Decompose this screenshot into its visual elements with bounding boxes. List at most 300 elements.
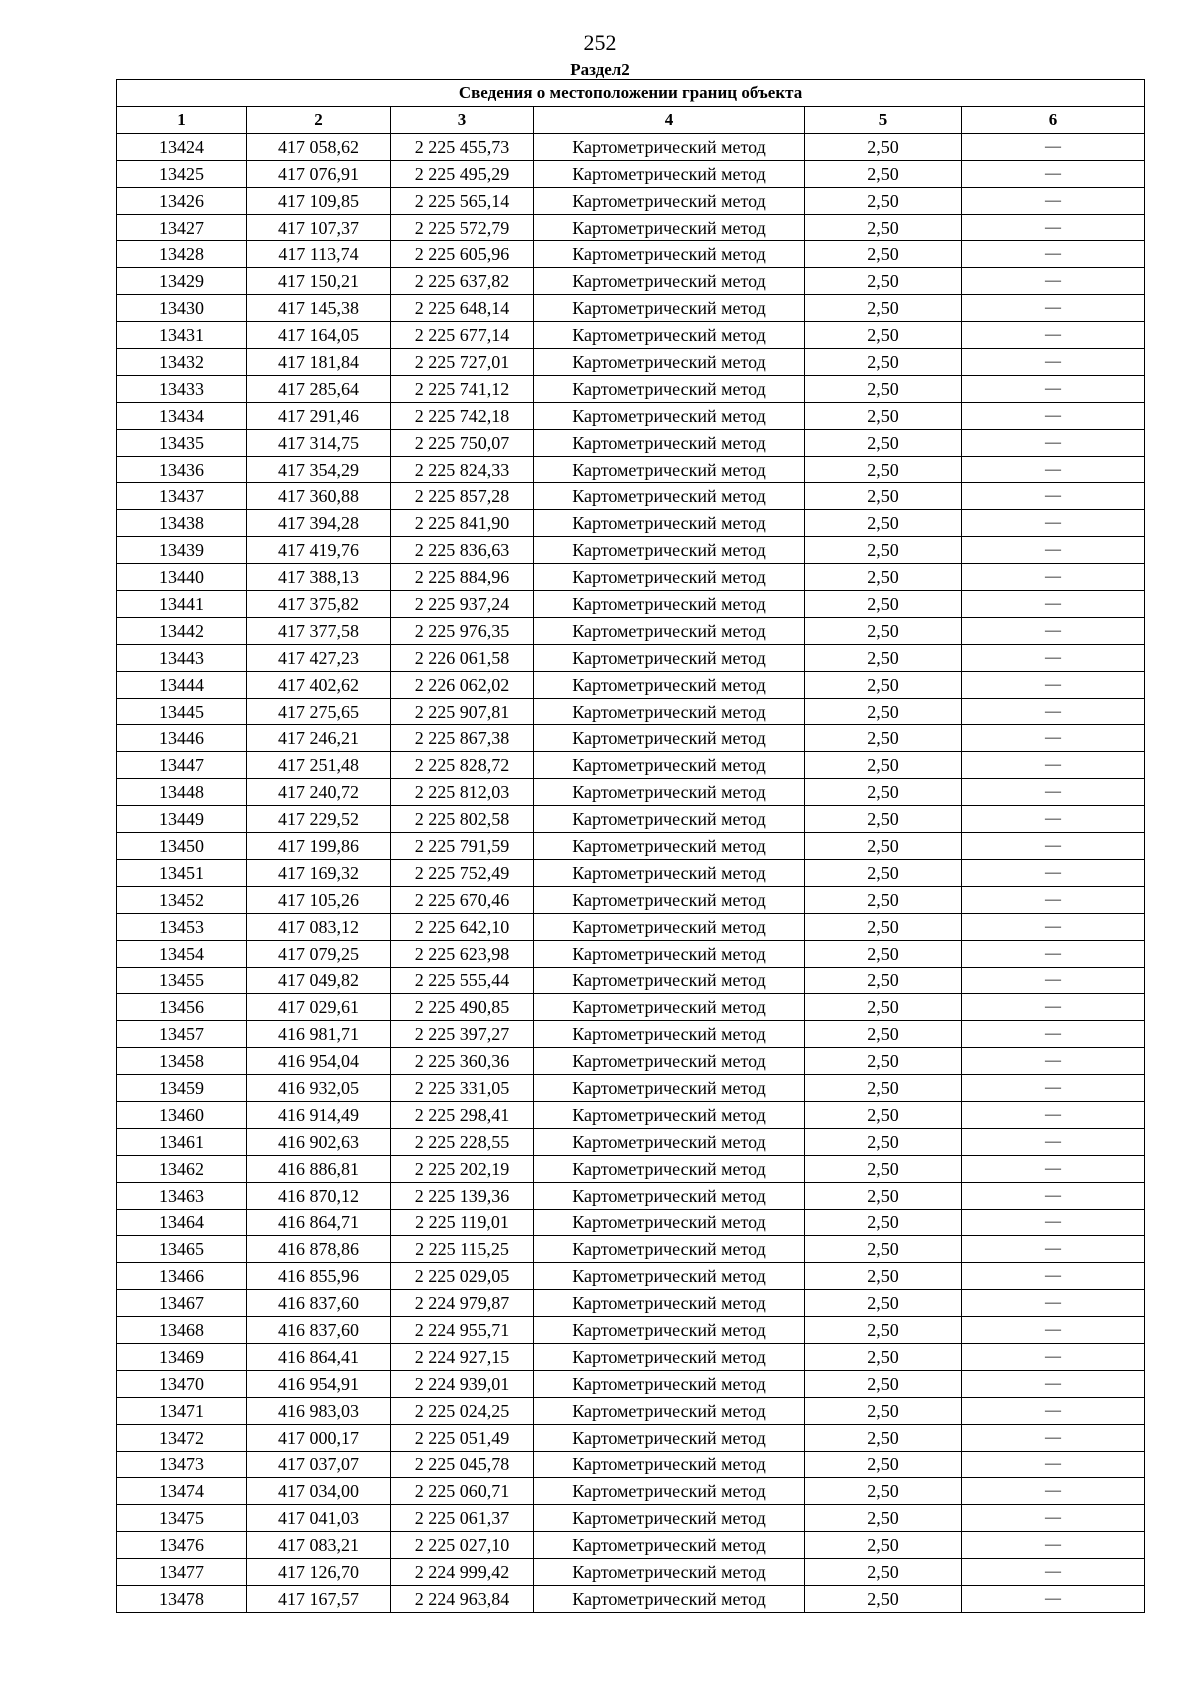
accuracy-cell: 2,50 <box>805 1370 962 1397</box>
accuracy-cell: 2,50 <box>805 886 962 913</box>
x-coordinate-cell: 417 150,21 <box>247 268 391 295</box>
column-header: 2 <box>247 107 391 134</box>
y-coordinate-cell: 2 225 867,38 <box>391 725 534 752</box>
accuracy-cell: 2,50 <box>805 1236 962 1263</box>
column-header: 4 <box>534 107 805 134</box>
accuracy-cell: 2,50 <box>805 940 962 967</box>
point-number-cell: 13466 <box>117 1263 247 1290</box>
coordinates-table <box>116 79 1145 1613</box>
description-cell: — <box>962 833 1145 860</box>
y-coordinate-cell: 2 225 119,01 <box>391 1209 534 1236</box>
method-cell: Картометрический метод <box>534 1317 805 1344</box>
y-coordinate-cell: 2 225 677,14 <box>391 322 534 349</box>
description-cell: — <box>962 295 1145 322</box>
x-coordinate-cell: 417 388,13 <box>247 564 391 591</box>
x-coordinate-cell: 417 034,00 <box>247 1478 391 1505</box>
y-coordinate-cell: 2 225 741,12 <box>391 375 534 402</box>
description-cell: — <box>962 644 1145 671</box>
method-cell: Картометрический метод <box>534 591 805 618</box>
accuracy-cell: 2,50 <box>805 564 962 591</box>
x-coordinate-cell: 417 402,62 <box>247 671 391 698</box>
accuracy-cell: 2,50 <box>805 1532 962 1559</box>
method-cell: Картометрический метод <box>534 967 805 994</box>
description-cell: — <box>962 241 1145 268</box>
point-number-cell: 13433 <box>117 375 247 402</box>
description-cell: — <box>962 779 1145 806</box>
accuracy-cell: 2,50 <box>805 1075 962 1102</box>
accuracy-cell: 2,50 <box>805 510 962 537</box>
x-coordinate-cell: 416 837,60 <box>247 1290 391 1317</box>
table-row <box>117 886 1145 913</box>
x-coordinate-cell: 416 914,49 <box>247 1101 391 1128</box>
y-coordinate-cell: 2 225 115,25 <box>391 1236 534 1263</box>
x-coordinate-cell: 417 377,58 <box>247 617 391 644</box>
description-cell: — <box>962 429 1145 456</box>
point-number-cell: 13449 <box>117 806 247 833</box>
description-cell: — <box>962 1290 1145 1317</box>
y-coordinate-cell: 2 224 963,84 <box>391 1585 534 1612</box>
method-cell: Картометрический метод <box>534 1263 805 1290</box>
y-coordinate-cell: 2 225 637,82 <box>391 268 534 295</box>
method-cell: Картометрический метод <box>534 1343 805 1370</box>
point-number-cell: 13426 <box>117 187 247 214</box>
y-coordinate-cell: 2 225 565,14 <box>391 187 534 214</box>
accuracy-cell: 2,50 <box>805 725 962 752</box>
table-row <box>117 402 1145 429</box>
point-number-cell: 13432 <box>117 349 247 376</box>
y-coordinate-cell: 2 225 824,33 <box>391 456 534 483</box>
method-cell: Картометрический метод <box>534 1397 805 1424</box>
table-row <box>117 1155 1145 1182</box>
description-cell: — <box>962 698 1145 725</box>
description-cell: — <box>962 1397 1145 1424</box>
table-row <box>117 375 1145 402</box>
accuracy-cell: 2,50 <box>805 1478 962 1505</box>
x-coordinate-cell: 417 199,86 <box>247 833 391 860</box>
point-number-cell: 13478 <box>117 1585 247 1612</box>
point-number-cell: 13424 <box>117 133 247 160</box>
description-cell: — <box>962 1236 1145 1263</box>
method-cell: Картометрический метод <box>534 1236 805 1263</box>
column-header: 3 <box>391 107 534 134</box>
method-cell: Картометрический метод <box>534 725 805 752</box>
x-coordinate-cell: 417 360,88 <box>247 483 391 510</box>
accuracy-cell: 2,50 <box>805 1397 962 1424</box>
point-number-cell: 13477 <box>117 1559 247 1586</box>
point-number-cell: 13446 <box>117 725 247 752</box>
accuracy-cell: 2,50 <box>805 1128 962 1155</box>
x-coordinate-cell: 417 076,91 <box>247 160 391 187</box>
accuracy-cell: 2,50 <box>805 187 962 214</box>
table-row <box>117 1532 1145 1559</box>
table-row <box>117 429 1145 456</box>
method-cell: Картометрический метод <box>534 1424 805 1451</box>
point-number-cell: 13464 <box>117 1209 247 1236</box>
y-coordinate-cell: 2 225 907,81 <box>391 698 534 725</box>
description-cell: — <box>962 1559 1145 1586</box>
description-cell: — <box>962 1585 1145 1612</box>
y-coordinate-cell: 2 225 742,18 <box>391 402 534 429</box>
point-number-cell: 13469 <box>117 1343 247 1370</box>
table-body <box>117 133 1145 1612</box>
accuracy-cell: 2,50 <box>805 779 962 806</box>
table-row <box>117 967 1145 994</box>
method-cell: Картометрический метод <box>534 1370 805 1397</box>
description-cell: — <box>962 913 1145 940</box>
accuracy-cell: 2,50 <box>805 617 962 644</box>
point-number-cell: 13460 <box>117 1101 247 1128</box>
description-cell: — <box>962 537 1145 564</box>
x-coordinate-cell: 417 126,70 <box>247 1559 391 1586</box>
table-row <box>117 671 1145 698</box>
method-cell: Картометрический метод <box>534 537 805 564</box>
point-number-cell: 13467 <box>117 1290 247 1317</box>
description-cell: — <box>962 1424 1145 1451</box>
table-row <box>117 806 1145 833</box>
point-number-cell: 13474 <box>117 1478 247 1505</box>
y-coordinate-cell: 2 225 060,71 <box>391 1478 534 1505</box>
description-cell: — <box>962 510 1145 537</box>
x-coordinate-cell: 417 275,65 <box>247 698 391 725</box>
point-number-cell: 13428 <box>117 241 247 268</box>
table-row <box>117 1317 1145 1344</box>
y-coordinate-cell: 2 225 828,72 <box>391 752 534 779</box>
x-coordinate-cell: 417 314,75 <box>247 429 391 456</box>
x-coordinate-cell: 417 000,17 <box>247 1424 391 1451</box>
accuracy-cell: 2,50 <box>805 859 962 886</box>
description-cell: — <box>962 967 1145 994</box>
description-cell: — <box>962 752 1145 779</box>
y-coordinate-cell: 2 226 062,02 <box>391 671 534 698</box>
method-cell: Картометрический метод <box>534 187 805 214</box>
point-number-cell: 13475 <box>117 1505 247 1532</box>
method-cell: Картометрический метод <box>534 1290 805 1317</box>
method-cell: Картометрический метод <box>534 1532 805 1559</box>
description-cell: — <box>962 1532 1145 1559</box>
point-number-cell: 13435 <box>117 429 247 456</box>
point-number-cell: 13476 <box>117 1532 247 1559</box>
x-coordinate-cell: 416 981,71 <box>247 1021 391 1048</box>
accuracy-cell: 2,50 <box>805 1101 962 1128</box>
table-row <box>117 349 1145 376</box>
x-coordinate-cell: 417 251,48 <box>247 752 391 779</box>
point-number-cell: 13440 <box>117 564 247 591</box>
x-coordinate-cell: 417 083,21 <box>247 1532 391 1559</box>
table-row <box>117 591 1145 618</box>
description-cell: — <box>962 322 1145 349</box>
point-number-cell: 13461 <box>117 1128 247 1155</box>
y-coordinate-cell: 2 225 884,96 <box>391 564 534 591</box>
page-number: 252 <box>583 30 617 55</box>
method-cell: Картометрический метод <box>534 133 805 160</box>
point-number-cell: 13473 <box>117 1451 247 1478</box>
column-header: 6 <box>962 107 1145 134</box>
description-cell: — <box>962 591 1145 618</box>
method-cell: Картометрический метод <box>534 1075 805 1102</box>
y-coordinate-cell: 2 225 812,03 <box>391 779 534 806</box>
description-cell: — <box>962 187 1145 214</box>
point-number-cell: 13463 <box>117 1182 247 1209</box>
point-number-cell: 13439 <box>117 537 247 564</box>
description-cell: — <box>962 1343 1145 1370</box>
method-cell: Картометрический метод <box>534 564 805 591</box>
table-row <box>117 752 1145 779</box>
y-coordinate-cell: 2 225 791,59 <box>391 833 534 860</box>
y-coordinate-cell: 2 225 397,27 <box>391 1021 534 1048</box>
y-coordinate-cell: 2 225 623,98 <box>391 940 534 967</box>
description-cell: — <box>962 1128 1145 1155</box>
y-coordinate-cell: 2 225 027,10 <box>391 1532 534 1559</box>
accuracy-cell: 2,50 <box>805 241 962 268</box>
y-coordinate-cell: 2 225 555,44 <box>391 967 534 994</box>
description-cell: — <box>962 1155 1145 1182</box>
method-cell: Картометрический метод <box>534 322 805 349</box>
y-coordinate-cell: 2 225 841,90 <box>391 510 534 537</box>
accuracy-cell: 2,50 <box>805 214 962 241</box>
point-number-cell: 13450 <box>117 833 247 860</box>
point-number-cell: 13427 <box>117 214 247 241</box>
x-coordinate-cell: 417 229,52 <box>247 806 391 833</box>
x-coordinate-cell: 417 037,07 <box>247 1451 391 1478</box>
column-header: 5 <box>805 107 962 134</box>
description-cell: — <box>962 214 1145 241</box>
x-coordinate-cell: 417 169,32 <box>247 859 391 886</box>
x-coordinate-cell: 417 113,74 <box>247 241 391 268</box>
column-header: 1 <box>117 107 247 134</box>
accuracy-cell: 2,50 <box>805 1021 962 1048</box>
description-cell: — <box>962 1478 1145 1505</box>
accuracy-cell: 2,50 <box>805 1317 962 1344</box>
x-coordinate-cell: 417 291,46 <box>247 402 391 429</box>
x-coordinate-cell: 417 427,23 <box>247 644 391 671</box>
x-coordinate-cell: 417 041,03 <box>247 1505 391 1532</box>
accuracy-cell: 2,50 <box>805 644 962 671</box>
point-number-cell: 13444 <box>117 671 247 698</box>
method-cell: Картометрический метод <box>534 886 805 913</box>
point-number-cell: 13438 <box>117 510 247 537</box>
description-cell: — <box>962 1505 1145 1532</box>
point-number-cell: 13437 <box>117 483 247 510</box>
accuracy-cell: 2,50 <box>805 349 962 376</box>
accuracy-cell: 2,50 <box>805 671 962 698</box>
accuracy-cell: 2,50 <box>805 1585 962 1612</box>
point-number-cell: 13430 <box>117 295 247 322</box>
table-row <box>117 1559 1145 1586</box>
method-cell: Картометрический метод <box>534 1048 805 1075</box>
x-coordinate-cell: 417 049,82 <box>247 967 391 994</box>
table-row <box>117 241 1145 268</box>
accuracy-cell: 2,50 <box>805 1155 962 1182</box>
table-row <box>117 1236 1145 1263</box>
point-number-cell: 13472 <box>117 1424 247 1451</box>
description-cell: — <box>962 1075 1145 1102</box>
y-coordinate-cell: 2 224 955,71 <box>391 1317 534 1344</box>
method-cell: Картометрический метод <box>534 1505 805 1532</box>
x-coordinate-cell: 416 954,91 <box>247 1370 391 1397</box>
method-cell: Картометрический метод <box>534 859 805 886</box>
accuracy-cell: 2,50 <box>805 1209 962 1236</box>
method-cell: Картометрический метод <box>534 429 805 456</box>
accuracy-cell: 2,50 <box>805 375 962 402</box>
x-coordinate-cell: 416 932,05 <box>247 1075 391 1102</box>
table-row <box>117 1290 1145 1317</box>
method-cell: Картометрический метод <box>534 1021 805 1048</box>
accuracy-cell: 2,50 <box>805 1505 962 1532</box>
accuracy-cell: 2,50 <box>805 913 962 940</box>
point-number-cell: 13465 <box>117 1236 247 1263</box>
table-row <box>117 644 1145 671</box>
accuracy-cell: 2,50 <box>805 806 962 833</box>
x-coordinate-cell: 416 954,04 <box>247 1048 391 1075</box>
table-row <box>117 1478 1145 1505</box>
x-coordinate-cell: 417 375,82 <box>247 591 391 618</box>
x-coordinate-cell: 417 107,37 <box>247 214 391 241</box>
x-coordinate-cell: 417 394,28 <box>247 510 391 537</box>
accuracy-cell: 2,50 <box>805 967 962 994</box>
method-cell: Картометрический метод <box>534 644 805 671</box>
table-row <box>117 187 1145 214</box>
accuracy-cell: 2,50 <box>805 268 962 295</box>
table-row <box>117 1424 1145 1451</box>
point-number-cell: 13451 <box>117 859 247 886</box>
point-number-cell: 13441 <box>117 591 247 618</box>
table-row <box>117 133 1145 160</box>
table-row <box>117 510 1145 537</box>
y-coordinate-cell: 2 225 802,58 <box>391 806 534 833</box>
description-cell: — <box>962 133 1145 160</box>
method-cell: Картометрический метод <box>534 214 805 241</box>
accuracy-cell: 2,50 <box>805 833 962 860</box>
x-coordinate-cell: 417 145,38 <box>247 295 391 322</box>
y-coordinate-cell: 2 225 670,46 <box>391 886 534 913</box>
table-header-row <box>117 107 1145 134</box>
point-number-cell: 13434 <box>117 402 247 429</box>
x-coordinate-cell: 417 164,05 <box>247 322 391 349</box>
description-cell: — <box>962 859 1145 886</box>
table-row <box>117 1101 1145 1128</box>
x-coordinate-cell: 417 181,84 <box>247 349 391 376</box>
y-coordinate-cell: 2 225 228,55 <box>391 1128 534 1155</box>
description-cell: — <box>962 483 1145 510</box>
description-cell: — <box>962 886 1145 913</box>
method-cell: Картометрический метод <box>534 1585 805 1612</box>
accuracy-cell: 2,50 <box>805 1263 962 1290</box>
y-coordinate-cell: 2 225 976,35 <box>391 617 534 644</box>
x-coordinate-cell: 417 285,64 <box>247 375 391 402</box>
accuracy-cell: 2,50 <box>805 160 962 187</box>
description-cell: — <box>962 940 1145 967</box>
table-row <box>117 1397 1145 1424</box>
method-cell: Картометрический метод <box>534 375 805 402</box>
method-cell: Картометрический метод <box>534 1478 805 1505</box>
point-number-cell: 13459 <box>117 1075 247 1102</box>
x-coordinate-cell: 417 079,25 <box>247 940 391 967</box>
description-cell: — <box>962 1209 1145 1236</box>
x-coordinate-cell: 416 864,71 <box>247 1209 391 1236</box>
description-cell: — <box>962 1263 1145 1290</box>
point-number-cell: 13470 <box>117 1370 247 1397</box>
method-cell: Картометрический метод <box>534 806 805 833</box>
y-coordinate-cell: 2 225 642,10 <box>391 913 534 940</box>
method-cell: Картометрический метод <box>534 617 805 644</box>
accuracy-cell: 2,50 <box>805 1182 962 1209</box>
method-cell: Картометрический метод <box>534 994 805 1021</box>
table-row <box>117 1505 1145 1532</box>
y-coordinate-cell: 2 225 360,36 <box>391 1048 534 1075</box>
table-row <box>117 1128 1145 1155</box>
table-row <box>117 725 1145 752</box>
method-cell: Картометрический метод <box>534 779 805 806</box>
table-row <box>117 1075 1145 1102</box>
table-row <box>117 1263 1145 1290</box>
accuracy-cell: 2,50 <box>805 295 962 322</box>
x-coordinate-cell: 417 240,72 <box>247 779 391 806</box>
y-coordinate-cell: 2 224 939,01 <box>391 1370 534 1397</box>
method-cell: Картометрический метод <box>534 1559 805 1586</box>
method-cell: Картометрический метод <box>534 483 805 510</box>
table-row <box>117 1209 1145 1236</box>
method-cell: Картометрический метод <box>534 1128 805 1155</box>
description-cell: — <box>962 1317 1145 1344</box>
y-coordinate-cell: 2 225 605,96 <box>391 241 534 268</box>
point-number-cell: 13445 <box>117 698 247 725</box>
description-cell: — <box>962 806 1145 833</box>
x-coordinate-cell: 417 354,29 <box>247 456 391 483</box>
table-row <box>117 1343 1145 1370</box>
point-number-cell: 13425 <box>117 160 247 187</box>
accuracy-cell: 2,50 <box>805 402 962 429</box>
accuracy-cell: 2,50 <box>805 537 962 564</box>
accuracy-cell: 2,50 <box>805 1559 962 1586</box>
table-caption-row <box>117 80 1145 107</box>
point-number-cell: 13458 <box>117 1048 247 1075</box>
table-row <box>117 833 1145 860</box>
table-row <box>117 859 1145 886</box>
y-coordinate-cell: 2 225 139,36 <box>391 1182 534 1209</box>
section-title: Раздел2 <box>570 60 630 79</box>
y-coordinate-cell: 2 225 202,19 <box>391 1155 534 1182</box>
y-coordinate-cell: 2 225 857,28 <box>391 483 534 510</box>
y-coordinate-cell: 2 225 024,25 <box>391 1397 534 1424</box>
table-row <box>117 994 1145 1021</box>
table-row <box>117 913 1145 940</box>
point-number-cell: 13454 <box>117 940 247 967</box>
y-coordinate-cell: 2 225 051,49 <box>391 1424 534 1451</box>
x-coordinate-cell: 417 246,21 <box>247 725 391 752</box>
description-cell: — <box>962 1370 1145 1397</box>
table-row <box>117 1182 1145 1209</box>
description-cell: — <box>962 1048 1145 1075</box>
y-coordinate-cell: 2 225 836,63 <box>391 537 534 564</box>
y-coordinate-cell: 2 225 727,01 <box>391 349 534 376</box>
accuracy-cell: 2,50 <box>805 1451 962 1478</box>
point-number-cell: 13448 <box>117 779 247 806</box>
table-row <box>117 1021 1145 1048</box>
x-coordinate-cell: 416 864,41 <box>247 1343 391 1370</box>
method-cell: Картометрический метод <box>534 940 805 967</box>
method-cell: Картометрический метод <box>534 268 805 295</box>
point-number-cell: 13443 <box>117 644 247 671</box>
point-number-cell: 13468 <box>117 1317 247 1344</box>
y-coordinate-cell: 2 225 298,41 <box>391 1101 534 1128</box>
table-row <box>117 456 1145 483</box>
description-cell: — <box>962 617 1145 644</box>
x-coordinate-cell: 416 870,12 <box>247 1182 391 1209</box>
description-cell: — <box>962 456 1145 483</box>
y-coordinate-cell: 2 224 979,87 <box>391 1290 534 1317</box>
method-cell: Картометрический метод <box>534 510 805 537</box>
y-coordinate-cell: 2 225 455,73 <box>391 133 534 160</box>
